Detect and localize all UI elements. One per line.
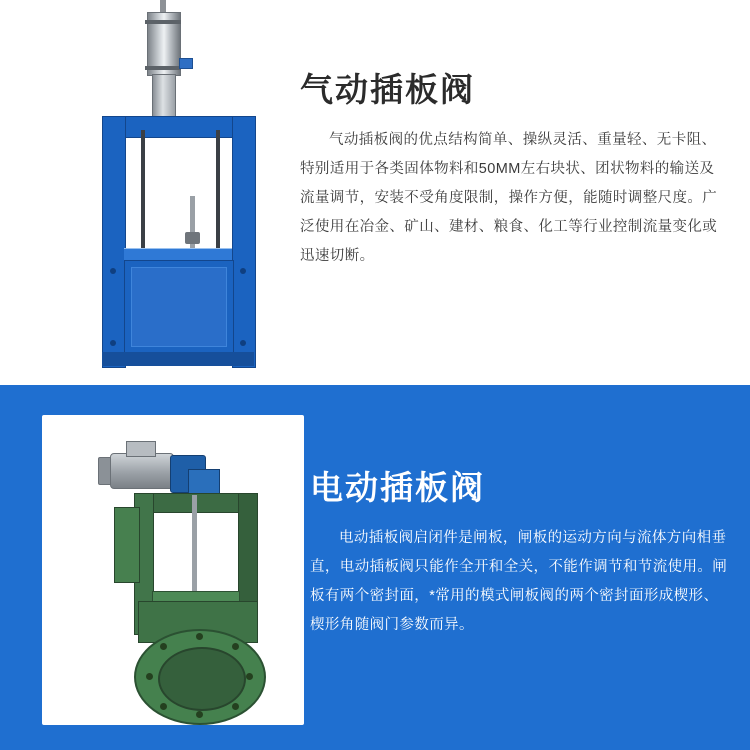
valve-side-block bbox=[114, 507, 140, 583]
air-port-icon bbox=[179, 58, 193, 69]
bolt-icon bbox=[110, 268, 116, 274]
pneumatic-valve-heading: 气动插板阀 bbox=[300, 71, 475, 108]
bolt-icon bbox=[146, 673, 153, 680]
bolt-icon bbox=[232, 643, 239, 650]
tie-rod-icon bbox=[216, 130, 220, 248]
electric-valve-text-block bbox=[310, 470, 728, 640]
bolt-icon bbox=[160, 703, 167, 710]
valve-body-box bbox=[124, 260, 234, 354]
electric-valve-illustration bbox=[42, 415, 304, 725]
bolt-icon bbox=[240, 340, 246, 346]
valve-flange-icon bbox=[134, 629, 266, 725]
electric-motor-icon bbox=[110, 453, 174, 489]
cylinder-lower-icon bbox=[152, 74, 176, 120]
gearbox-secondary-icon bbox=[188, 469, 220, 495]
bolt-icon bbox=[240, 268, 246, 274]
electric-valve-heading: 电动插板阀 bbox=[310, 469, 485, 506]
valve-frame-right bbox=[232, 116, 256, 368]
pneumatic-valve-image bbox=[40, 0, 290, 385]
bolt-icon bbox=[160, 643, 167, 650]
pneumatic-valve-paragraph: 气动插板阀的优点结构简单、操纵灵活、重量轻、无卡阻、特别适用于各类固体物料和50MM左右块状、团状物料的输送及流量调节，安装不受角度限制，操作方便，能随时调整尺度。广泛使用在冶金、矿山、建材、粮食、化工等行业控制流量变化或迅速切断。 bbox=[300, 132, 718, 265]
cylinder-band-icon bbox=[145, 20, 181, 24]
valve-flange-bore bbox=[158, 647, 246, 711]
valve-body-inner bbox=[131, 267, 227, 347]
stem-nut-icon bbox=[185, 232, 200, 244]
valve-frame-left bbox=[102, 116, 126, 368]
bolt-icon bbox=[246, 673, 253, 680]
electric-valve-image-card bbox=[42, 415, 304, 725]
bolt-icon bbox=[196, 711, 203, 718]
motor-terminal-box-icon bbox=[126, 441, 156, 457]
pneumatic-valve-text-block bbox=[300, 72, 720, 271]
pneumatic-valve-illustration bbox=[40, 0, 290, 385]
bolt-icon bbox=[232, 703, 239, 710]
section-electric-valve bbox=[0, 385, 750, 750]
valve-stem-icon bbox=[192, 495, 197, 595]
bolt-icon bbox=[196, 633, 203, 640]
tie-rod-icon bbox=[141, 130, 145, 248]
valve-frame-bottom bbox=[102, 352, 254, 366]
electric-valve-paragraph: 电动插板阀启闭件是闸板，闸板的运动方向与流体方向相垂直，电动插板阀只能作全开和全关，不能作调节和节流使用。闸板有两个密封面，*常用的模式闸板阀的两个密封面形成楔形、楔形角随阀门参数而异。 bbox=[310, 530, 728, 634]
bolt-icon bbox=[110, 340, 116, 346]
cylinder-band-icon bbox=[145, 66, 181, 70]
